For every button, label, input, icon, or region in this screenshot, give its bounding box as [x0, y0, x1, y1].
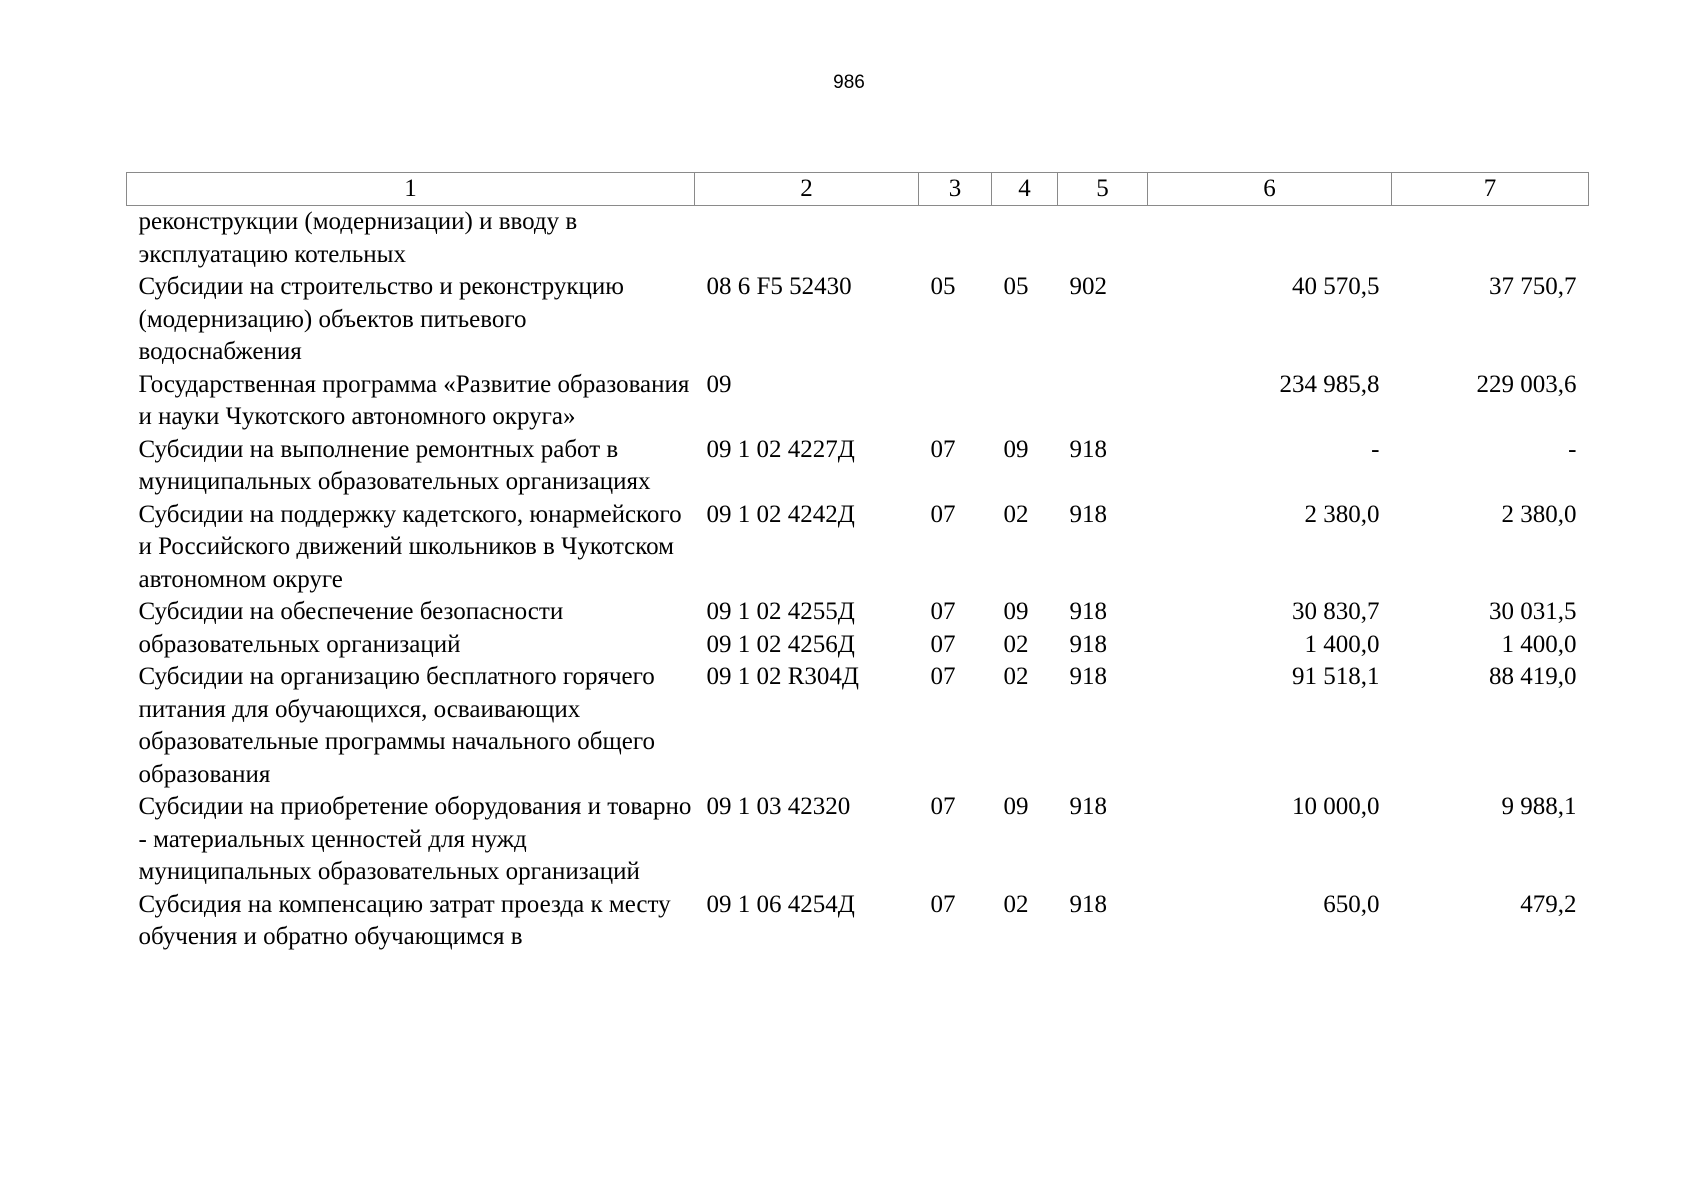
table-row — [127, 271, 1589, 369]
row-csr — [695, 206, 919, 272]
row-sum-2: 229 003,6 — [1476, 370, 1577, 398]
row-razdel — [919, 369, 992, 434]
table-row — [127, 596, 1589, 629]
row-sum-2: 88 419,0 — [1489, 663, 1577, 690]
row-sum-2: 2 380,0 — [1501, 500, 1577, 528]
header-col-1: 1 — [127, 173, 695, 206]
row-podrazdel: 09 — [1003, 435, 1029, 463]
row-razdel: 05 — [930, 273, 956, 300]
row-name: Субсидии на строительство и реконструкцию (модернизацию) объектов питьевого водоснабжения — [138, 273, 624, 365]
row-sum-2: 30 031,5 — [1489, 598, 1577, 625]
row-sum-2 — [1392, 206, 1589, 272]
row-podrazdel: 02 — [1003, 630, 1029, 658]
row-sum-1 — [1148, 206, 1392, 272]
row-csr: 09 1 02 4255Д — [706, 598, 855, 625]
row-sum-1: 2 380,0 — [1304, 500, 1380, 528]
row-podrazdel: 02 — [1003, 890, 1029, 918]
row-csr: 09 1 02 4242Д — [706, 500, 855, 528]
row-csr: 09 — [706, 370, 732, 398]
row-razdel: 07 — [930, 598, 956, 625]
row-csr: 09 1 02 4256Д — [706, 630, 855, 658]
row-name: реконструкции (модернизации) и вводу в эксплуатацию котельных — [138, 208, 578, 268]
row-podrazdel — [992, 206, 1058, 272]
row-csr: 09 1 02 R304Д — [706, 663, 859, 690]
budget-table — [126, 172, 1589, 954]
row-podrazdel: 05 — [1003, 273, 1029, 300]
row-name: Субсидии на выполнение ремонтных работ в муниципальных образовательных организациях — [138, 435, 651, 495]
row-podrazdel: 09 — [1003, 598, 1029, 625]
row-podrazdel: 02 — [1003, 663, 1029, 690]
row-csr: 09 1 06 4254Д — [706, 890, 855, 918]
row-razdel: 07 — [930, 435, 956, 463]
header-col-7: 7 — [1392, 173, 1589, 206]
row-grbs: 918 — [1069, 890, 1107, 918]
row-grbs: 918 — [1069, 630, 1107, 658]
row-podrazdel — [992, 369, 1058, 434]
row-grbs — [1058, 369, 1148, 434]
row-sum-1: 40 570,5 — [1292, 273, 1380, 300]
table-row — [127, 661, 1589, 791]
row-razdel — [919, 206, 992, 272]
header-col-5: 5 — [1058, 173, 1148, 206]
header-col-3: 3 — [919, 173, 992, 206]
row-sum-2: - — [1568, 435, 1577, 463]
row-sum-1: 650,0 — [1323, 890, 1380, 918]
row-name: Субсидии на обеспечение безопасности — [138, 598, 564, 625]
row-razdel: 07 — [930, 630, 956, 658]
header-col-2: 2 — [695, 173, 919, 206]
row-sum-1: 91 518,1 — [1292, 663, 1380, 690]
row-grbs — [1058, 206, 1148, 272]
table-row — [127, 434, 1589, 499]
row-sum-2: 1 400,0 — [1501, 630, 1577, 658]
table-row — [127, 791, 1589, 889]
row-sum-2: 9 988,1 — [1501, 793, 1577, 820]
row-name: Субсидии на поддержку кадетского, юнармейского и Российского движений школьников в Чукотском автономном округе — [138, 500, 682, 593]
table-body — [127, 206, 1589, 954]
row-sum-1: - — [1371, 435, 1380, 463]
row-name: Государственная программа «Развитие образования и науки Чукотского автономного округа» — [138, 370, 690, 430]
row-name: Субсидии на организацию бесплатного горячего питания для обучающихся, осваивающих образовательные программы начального общего образования — [138, 663, 656, 788]
row-razdel: 07 — [930, 890, 956, 918]
row-name: образовательных организаций — [138, 630, 461, 658]
row-name: Субсидия на компенсацию затрат проезда к месту обучения и обратно обучающимся в — [138, 890, 671, 950]
header-col-4: 4 — [992, 173, 1058, 206]
row-csr: 09 1 02 4227Д — [706, 435, 855, 463]
row-razdel: 07 — [930, 500, 956, 528]
row-grbs: 918 — [1069, 598, 1107, 625]
table-row — [127, 369, 1589, 434]
row-sum-2: 479,2 — [1520, 890, 1577, 918]
row-grbs: 918 — [1069, 435, 1107, 463]
table-row — [127, 889, 1589, 954]
row-razdel: 07 — [930, 793, 956, 820]
row-sum-1: 10 000,0 — [1292, 793, 1380, 820]
row-grbs: 918 — [1069, 500, 1107, 528]
table-row — [127, 206, 1589, 272]
table-header — [127, 173, 1589, 206]
row-grbs: 918 — [1069, 663, 1107, 690]
row-csr: 08 6 F5 52430 — [706, 273, 852, 300]
page-number: 986 — [833, 72, 865, 93]
row-sum-1: 30 830,7 — [1292, 598, 1380, 625]
row-sum-1: 234 985,8 — [1279, 370, 1380, 398]
row-podrazdel: 09 — [1003, 793, 1029, 820]
header-col-6: 6 — [1148, 173, 1392, 206]
row-grbs: 918 — [1069, 793, 1107, 820]
row-name: Субсидии на приобретение оборудования и товарно - материальных ценностей для нужд муниципальных образовательных организаций — [138, 793, 692, 885]
table-row — [127, 629, 1589, 662]
row-podrazdel: 02 — [1003, 500, 1029, 528]
row-grbs: 902 — [1069, 273, 1107, 300]
table-row — [127, 499, 1589, 597]
row-sum-2: 37 750,7 — [1489, 273, 1577, 300]
row-csr: 09 1 03 42320 — [706, 793, 851, 820]
row-sum-1: 1 400,0 — [1304, 630, 1380, 658]
row-razdel: 07 — [930, 663, 956, 690]
header-row — [127, 173, 1589, 206]
